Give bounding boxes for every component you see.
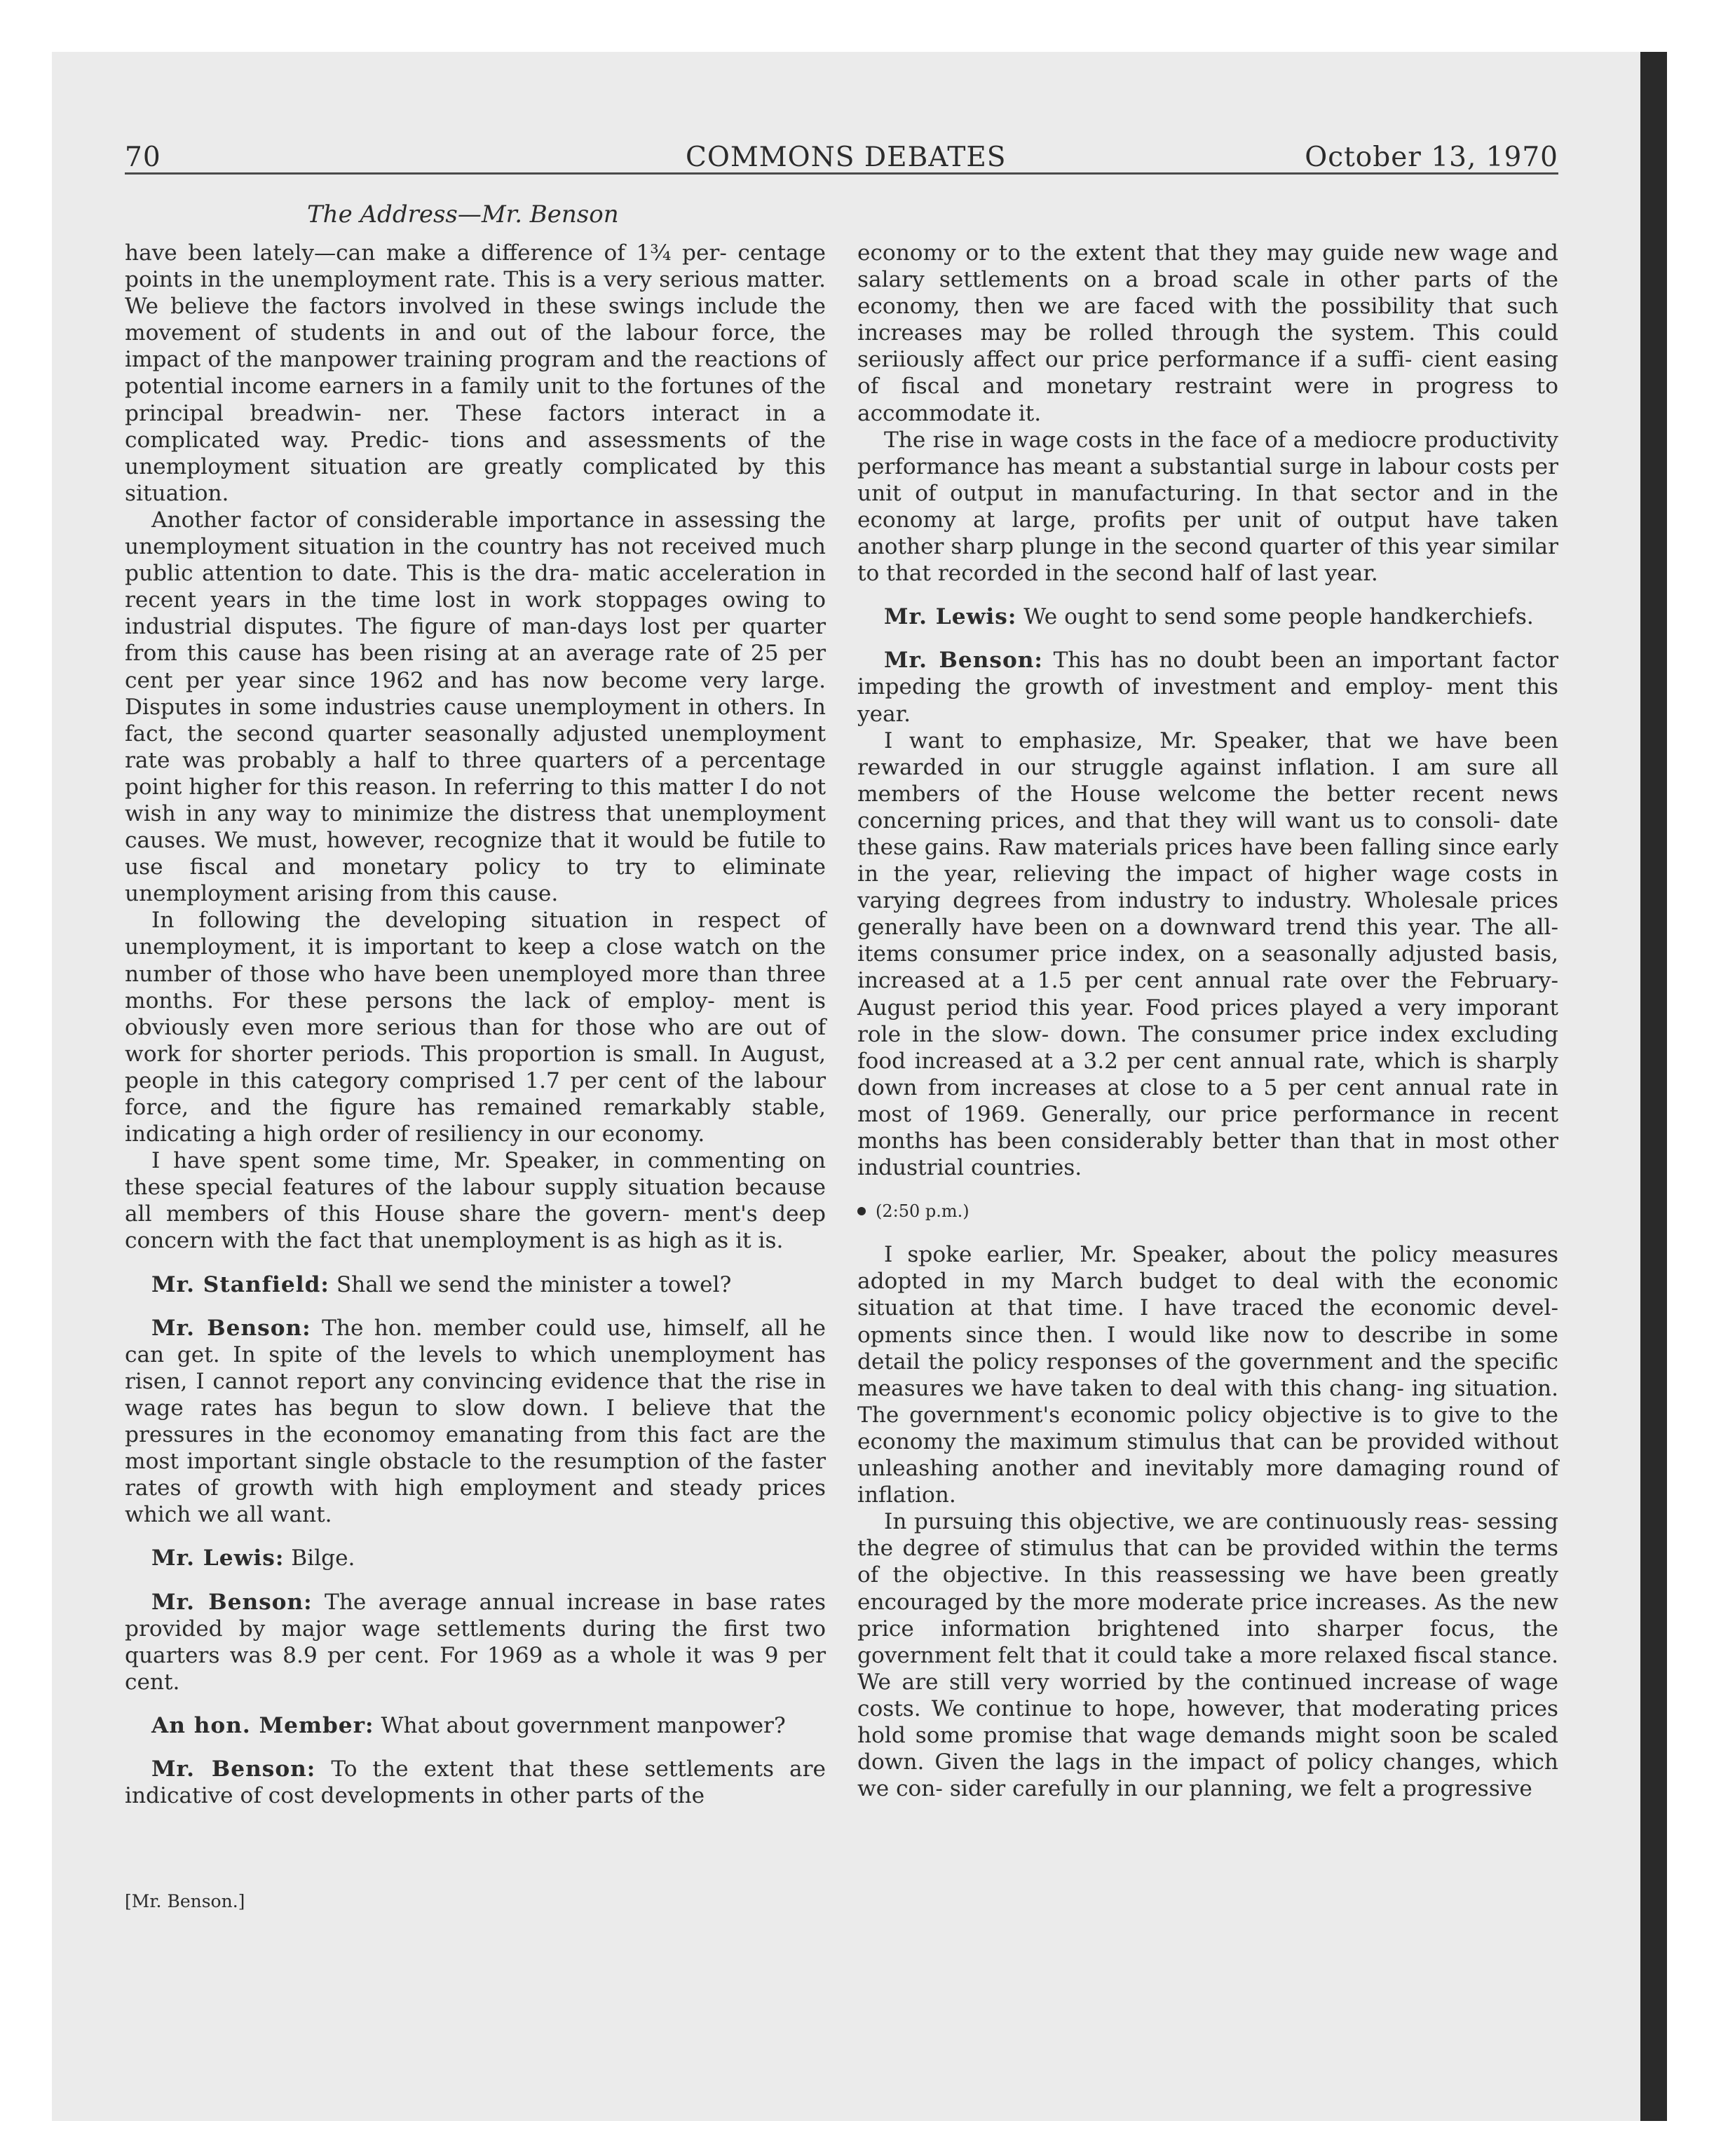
speech-paragraph: Mr. Benson: The hon. member could use, himself, all he can get. In spite of the levels to which unemployment has risen, I cannot report any convincing evidence that the rise in wage rates has begun to slow down. I believe that the pressures in the economoy emanating from this fact are the most important single obstacle to the resumption of the faster rates of growth with high employment and steady prices which we all want.: [125, 1315, 826, 1528]
page-number: 70: [125, 142, 161, 173]
paragraph: I want to emphasize, Mr. Speaker, that we have been rewarded in our struggle against inflation. I am sure all members of the House welcome the better recent news concerning prices, and that they will want us to consoli- date these gains. Raw materials prices have been falling since early in the year, relieving the impact of higher wage costs in varying degrees from industry to industry. Wholesale prices generally have been on a downward trend this year. The all-items consumer price index, on a seasonally adjusted basis, increased at a 1.5 per cent annual rate over the February-August period this year. Food prices played a very imporant role in the slow- down. The consumer price index excluding food increased at a 3.2 per cent annual rate, which is sharply down from increases at close to a 5 per cent annual rate in most of 1969. Generally, our price performance in recent months has been considerably better than that in most other industrial countries.: [857, 728, 1558, 1181]
speaker-name: Mr. Benson:: [151, 1589, 313, 1615]
speech-paragraph: Mr. Benson: This has no doubt been an important factor impeding the growth of investment and employ- ment this year.: [857, 648, 1559, 727]
speech-paragraph: Mr. Benson: The average annual increase in base rates provided by major wage settlements during the first two quarters was 8.9 per cent. For 1969 as a whole it was 9 per cent.: [125, 1589, 826, 1695]
paragraph: The rise in wage costs in the face of a mediocre productivity performance has meant a substantial surge in labour costs per unit of output in manufacturing. In that sector and in the economy at large, profits per unit of output have taken another sharp plunge in the second quarter of this year similar to that recorded in the second half of last year.: [857, 427, 1558, 587]
timestamp: (2:50 p.m.): [876, 1201, 969, 1222]
speaker-name: Mr. Lewis:: [884, 604, 1017, 630]
timestamp-marker: [857, 1198, 1558, 1224]
speech-paragraph: An hon. Member: What about government manpower?: [151, 1712, 786, 1738]
footer-speaker-note: [Mr. Benson.]: [125, 1891, 245, 1911]
paragraph: I spoke earlier, Mr. Speaker, about the policy measures adopted in my March budget to deal with the economic situation at that time. I have traced the economic devel- opments since then. I would like now to describe in some detail the policy responses of the government and the specific measures we have taken to deal with this chang- ing situation. The government's economic policy objective is to give to the economy the maximum stimulus that can be provided without unleashing another and inevitably more damaging round of inflation.: [857, 1242, 1558, 1508]
left-column: [125, 240, 826, 1809]
scan-edge-shadow: [1640, 52, 1667, 2121]
publication-date: October 13, 1970: [1305, 142, 1558, 173]
paragraph: have been lately—can make a difference of 1¾ per- centage points in the unemployment rate. This is a very serious matter. We believe the factors involved in these swings include the movement of students in and out of the labour force, the impact of the manpower training program and the reactions of potential income earners in a family unit to the fortunes of the principal breadwin- ner. These factors interact in a complicated way. Predic- tions and assessments of the unemployment situation are greatly complicated by this situation.: [125, 240, 826, 506]
bullet-icon: [857, 1207, 866, 1215]
paragraph: Another factor of considerable importance in assessing the unemployment situation in the country has not received much public attention to date. This is the dra- matic acceleration in recent years in the time lost in work stoppages owing to industrial disputes. The figure of man-days lost per quarter from this cause has been rising at an average rate of 25 per cent per year since 1962 and has now become very large. Disputes in some industries cause unemployment in others. In fact, the second quarter seasonally adjusted unemployment rate was probably a half to three quarters of a percentage point higher for this reason. In referring to this matter I do not wish in any way to minimize the distress that unemployment causes. We must, however, recognize that it would be futile to use fiscal and monetary policy to try to eliminate unemployment arising from this cause.: [125, 507, 826, 907]
speech-paragraph: Mr. Lewis: Bilge.: [151, 1546, 355, 1571]
publication-title: COMMONS DEBATES: [686, 142, 1007, 173]
speech-paragraph: Mr. Lewis: We ought to send some people handkerchiefs.: [884, 604, 1534, 630]
speaker-name: Mr. Stanfield:: [151, 1271, 329, 1297]
speech-paragraph: Mr. Stanfield: Shall we send the minister a towel?: [151, 1271, 732, 1297]
page-header: [125, 137, 1558, 175]
speaker-name: Mr. Benson:: [151, 1756, 316, 1782]
speaker-name: Mr. Benson:: [884, 648, 1043, 674]
speech-paragraph: Mr. Benson: To the extent that these settlements are indicative of cost developments in other parts of the: [125, 1756, 826, 1809]
speaker-name: Mr. Lewis:: [151, 1546, 285, 1571]
paragraph: In following the developing situation in respect of unemployment, it is important to keep a close watch on the number of those who have been unemployed more than three months. For these persons the lack of employ- ment is obviously even more serious than for those who are out of work for shorter periods. This proportion is small. In August, people in this category comprised 1.7 per cent of the labour force, and the figure has remained remarkably stable, indicating a high order of resiliency in our economy.: [125, 908, 826, 1147]
speaker-name: An hon. Member:: [151, 1712, 374, 1738]
right-column: [857, 240, 1558, 1802]
paragraph: In pursuing this objective, we are continuously reas- sessing the degree of stimulus that can be provided within the terms of the objective. In this reassessing we have been greatly encouraged by the more moderate price increases. As the new price information brightened into sharper focus, the government felt that it could take a more relaxed fiscal stance. We are still very worried by the continued increase of wage costs. We continue to hope, however, that moderating prices hold some promise that wage demands might soon be scaled down. Given the lags in the impact of policy changes, which we con- sider carefully in our planning, we felt a progressive: [857, 1509, 1558, 1802]
paragraph: I have spent some time, Mr. Speaker, in commenting on these special features of the labour supply situation because all members of this House share the govern- ment's deep concern with the fact that unemployment is as high as it is.: [125, 1148, 826, 1254]
speaker-name: Mr. Benson:: [151, 1315, 311, 1341]
section-subheader: The Address—Mr. Benson: [307, 200, 619, 228]
paragraph: economy or to the extent that they may guide new wage and salary settlements on a broad scale in other parts of the economy, then we are faced with the possibility that such increases may be rolled through the system. This could seriiously affect our price performance if a suffi- cient easing of fiscal and monetary restraint were in progress to accommodate it.: [857, 240, 1558, 426]
document-page: [125, 137, 1558, 2086]
